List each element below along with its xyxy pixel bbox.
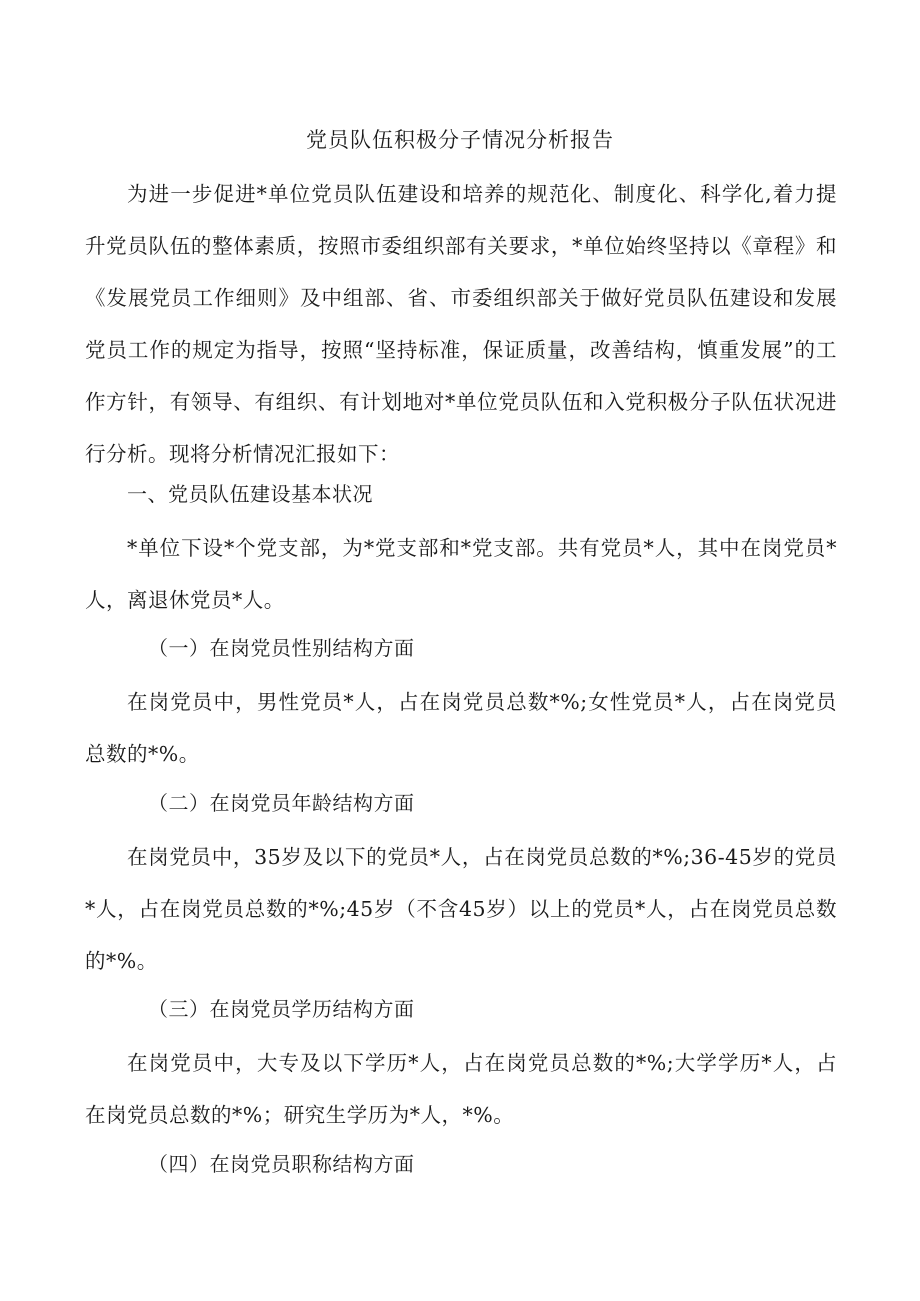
subsection-education-text: 在岗党员中，大专及以下学历*人，占在岗党员总数的*%;大学学历*人，占在岗党员总数的*%；研究生学历为*人，*%。 bbox=[85, 1051, 837, 1127]
document-title: 党员队伍积极分子情况分析报告 bbox=[306, 128, 614, 152]
subsection-heading-age: （二）在岗党员年龄结构方面 bbox=[148, 791, 415, 815]
section-basic-status-text: *单位下设*个党支部，为*党支部和*党支部。共有党员*人，其中在岗党员*人，离退休党员*人。 bbox=[85, 536, 837, 612]
intro-paragraph: 为进一步促进*单位党员队伍建设和培养的规范化、制度化、科学化,着力提升党员队伍的整体素质，按照市委组织部有关要求，*单位始终坚持以《章程》和《发展党员工作细则》及中组部、省、市委组织部关于做好党员队伍建设和发展党员工作的规定为指导，按照“坚持标准，保证质量，改善结构，慎重发展”的工作方针，有领导、有组织、有计划地对*单位党员队伍和入党积极分子队伍状况进行分析。现将分析情况汇报如下： bbox=[85, 182, 837, 466]
subsection-age-text: 在岗党员中，35岁及以下的党员*人，占在岗党员总数的*%;36-45岁的党员*人，占在岗党员总数的*%;45岁（不含45岁）以上的党员*人，占在岗党员总数的*%。 bbox=[85, 845, 837, 973]
subsection-gender-text: 在岗党员中，男性党员*人，占在岗党员总数*%;女性党员*人，占在岗党员总数的*%。 bbox=[85, 690, 837, 766]
subsection-heading-gender: （一）在岗党员性别结构方面 bbox=[148, 636, 415, 660]
subsection-heading-education: （三）在岗党员学历结构方面 bbox=[148, 997, 415, 1021]
section-heading-basic-status: 一、党员队伍建设基本状况 bbox=[127, 482, 373, 506]
subsection-heading-title: （四）在岗党员职称结构方面 bbox=[148, 1152, 415, 1176]
